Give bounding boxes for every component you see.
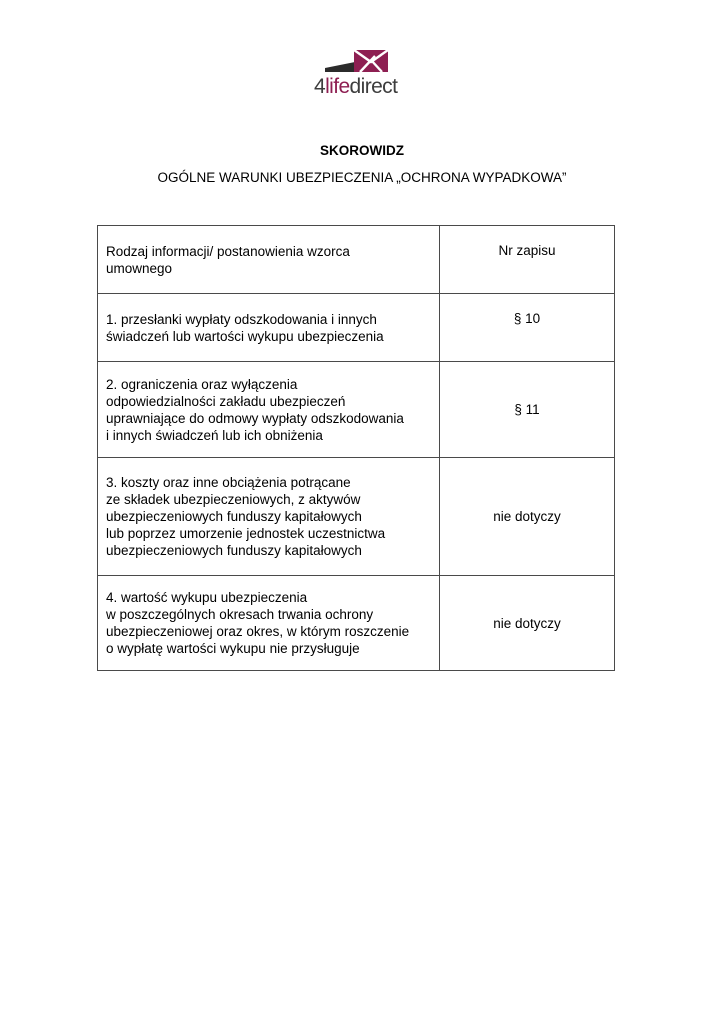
company-logo: [311, 46, 415, 104]
header-ref-cell: [440, 226, 615, 294]
document-title: SKOROWIDZ: [320, 143, 404, 158]
row-description-cell: [98, 362, 440, 458]
row-ref-value: § 11: [514, 402, 540, 417]
logo-text-suffix: direct: [349, 75, 398, 98]
row-ref-cell: [440, 362, 615, 458]
logo-text-prefix: 4: [314, 75, 326, 98]
row-ref-cell: [440, 294, 615, 362]
row-description-line: i innych świadczeń lub ich obniżenia: [106, 427, 323, 443]
table-row: [98, 458, 615, 576]
header-ref-label: Nr zapisu: [498, 243, 556, 258]
row-description-cell: [98, 294, 440, 362]
header-description-cell: [98, 226, 440, 294]
row-description-line: w poszczególnych okresach trwania ochrony: [106, 607, 374, 622]
row-description-line: świadczeń lub wartości wykupu ubezpieczenia: [106, 328, 384, 344]
row-description-line: ubezpieczeniowych funduszy kapitałowych: [106, 543, 362, 558]
table-row: [98, 294, 615, 362]
logo-wordmark: [314, 76, 397, 97]
table-row: [98, 576, 615, 671]
row-description-cell: [98, 576, 440, 671]
row-description-cell: [98, 458, 440, 576]
row-ref-cell: [440, 576, 615, 671]
row-description-line: 2. ograniczenia oraz wyłączenia: [106, 376, 298, 392]
table-header-row: [98, 226, 615, 294]
header-description-line: umownego: [106, 260, 173, 276]
index-table: [97, 225, 615, 671]
document-subtitle: OGÓLNE WARUNKI UBEZPIECZENIA „OCHRONA WYPADKOWA”: [157, 170, 567, 185]
envelope-logo-icon: [311, 46, 415, 78]
row-ref-value: nie dotyczy: [493, 509, 561, 524]
row-description-line: ubezpieczeniowych funduszy kapitałowych: [106, 509, 362, 524]
row-description-line: ze składek ubezpieczeniowych, z aktywów: [106, 492, 361, 507]
header-description-line: Rodzaj informacji/ postanowienia wzorca: [106, 243, 350, 259]
row-description-line: o wypłatę wartości wykupu nie przysługuje: [106, 641, 360, 656]
row-description-line: 3. koszty oraz inne obciążenia potrącane: [106, 475, 351, 490]
row-description-line: uprawniające do odmowy wypłaty odszkodowania: [106, 410, 404, 426]
row-description-line: odpowiedzialności zakładu ubezpieczeń: [106, 393, 346, 409]
row-ref-value: nie dotyczy: [493, 616, 561, 631]
row-ref-cell: [440, 458, 615, 576]
logo-text-accent: life: [325, 75, 350, 98]
row-description-line: 4. wartość wykupu ubezpieczenia: [106, 590, 308, 605]
row-description-line: 1. przesłanki wypłaty odszkodowania i innych: [106, 311, 377, 327]
row-description-line: ubezpieczeniowej oraz okres, w którym roszczenie: [106, 624, 410, 639]
row-description-line: lub poprzez umorzenie jednostek uczestnictwa: [106, 526, 386, 541]
table-row: [98, 362, 615, 458]
row-ref-value: § 10: [513, 311, 541, 326]
